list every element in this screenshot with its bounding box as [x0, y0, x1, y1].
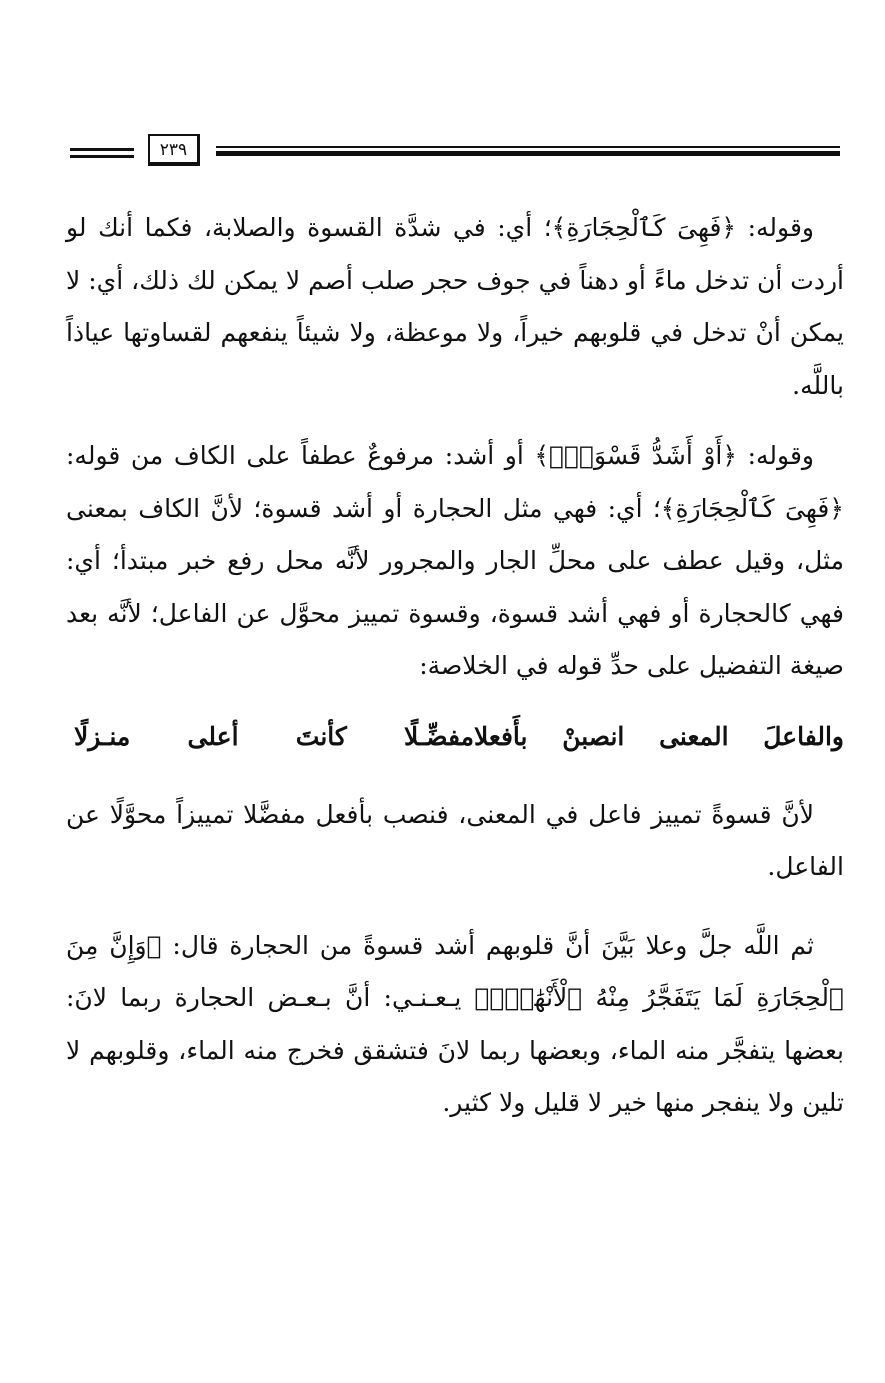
verse-first-hemistich: والفاعلَ المعنى انصبنْ بأَفعلا: [474, 721, 844, 751]
header-rule-long: [216, 146, 840, 156]
paragraph-3: لأنَّ قسوةً تمييز فاعل في المعنى، فنصب بأفعل مفضَّلا تمييزاً محوَّلًا عن الفاعل.: [66, 799, 844, 881]
page-header: [70, 128, 840, 176]
page-body: [66, 202, 844, 1130]
paragraph-2: وقوله: ﴿أَوْ أَشَدُّ قَسْوَةًۚ﴾ أو أشد: مرفوعٌ عطفاً على الكاف من قوله: ﴿فَهِىَ كَٱلْحِجَارَةِ﴾؛ أي: فهي مثل الحجارة أو أشد قسوة؛ لأنَّ الكاف بمعنى مثل، وقيل عطف على محلِّ الجار والمجرور لأنَّه محل رفع خبر مبتدأ؛ أي: فهي كالحجارة أو فهي أشد قسوة، وقسوة تمييز محوَّل عن الفاعل؛ لأنَّه بعد صيغة التفضيل على حدِّ قوله في الخلاصة:: [66, 441, 844, 680]
poetry-verse: [66, 711, 844, 763]
page-number: ٢٣٩: [148, 134, 200, 166]
paragraph-1: وقوله: ﴿فَهِىَ كَٱلْحِجَارَةِ﴾؛ أي: في شدَّة القسوة والصلابة، فكما أنك لو أردت أن تدخل ماءً أو دهناً في جوف حجر صلب أصم لا يمكن لك ذلك، أي: لا يمكن أنْ تدخل في قلوبهم خيراً، ولا موعظة، ولا شيئاً ينفعهم لقساوتها عياذاً باللَّه.: [66, 213, 844, 400]
header-rule-short: [70, 148, 134, 162]
paragraph-4: ثم اللَّه جلَّ وعلا بَيَّنَ أنَّ قلوبهم أشد قسوةً من الحجارة قال: ﴿وَإِنَّ مِنَ ٱلْحِجَارَةِ لَمَا يَتَفَجَّرُ مِنْهُ ٱلْأَنْهَٰرُۚ﴾ يـعـنـي: أنَّ بـعـض الحجارة ربما لانَ: بعضها يتفجَّر منه الماء، وبعضها ربما لانَ فتشقق فخرج منه الماء، وقلوبهم لا تلين ولا ينفجر منها خير لا قليل ولا كثير.: [66, 930, 844, 1117]
verse-second-hemistich: مفضِّـلًا كأنتَ أعلى منـزلًا: [74, 721, 474, 751]
